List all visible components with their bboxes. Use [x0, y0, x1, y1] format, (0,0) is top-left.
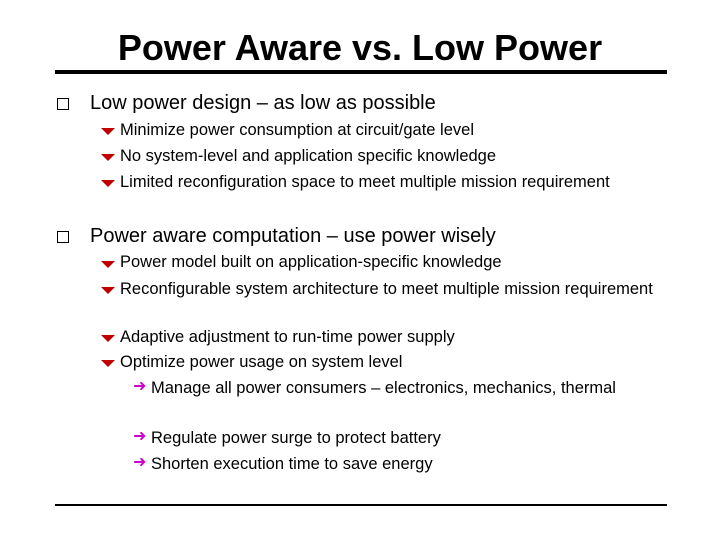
- list-item: Shorten execution time to save energy: [151, 455, 433, 473]
- list-item: Manage all power consumers – electronics, mechanics, thermal: [151, 379, 616, 397]
- list-item: No system-level and application specific knowledge: [120, 147, 497, 165]
- triangle-bullet-icon: [101, 154, 115, 161]
- footer-divider: [55, 504, 667, 506]
- triangle-bullet-icon: [101, 128, 115, 135]
- section-heading-low-power: Low power design – as low as possible: [90, 92, 436, 114]
- triangle-bullet-icon: [101, 261, 115, 268]
- list-item: Minimize power consumption at circuit/gate level: [120, 121, 474, 139]
- section-heading-power-aware: Power aware computation – use power wisely: [90, 225, 496, 247]
- list-item: Power model built on application-specific knowledge: [120, 253, 502, 271]
- arrow-bullet-icon: ➜: [133, 428, 147, 445]
- triangle-bullet-icon: [101, 287, 115, 294]
- triangle-bullet-icon: [101, 335, 115, 342]
- arrow-bullet-icon: ➜: [133, 454, 147, 471]
- square-bullet-icon: [57, 231, 69, 243]
- square-bullet-icon: [57, 98, 69, 110]
- list-item: Adaptive adjustment to run-time power supply: [120, 328, 455, 346]
- title-divider: [55, 70, 667, 74]
- list-item: Optimize power usage on system level: [120, 353, 403, 371]
- list-item: Reconfigurable system architecture to meet multiple mission requirement: [120, 280, 653, 298]
- list-item: Limited reconfiguration space to meet multiple mission requirement: [120, 173, 610, 191]
- arrow-bullet-icon: ➜: [133, 378, 147, 395]
- list-item: Regulate power surge to protect battery: [151, 429, 441, 447]
- triangle-bullet-icon: [101, 360, 115, 367]
- slide-title: Power Aware vs. Low Power: [117, 27, 603, 68]
- triangle-bullet-icon: [101, 180, 115, 187]
